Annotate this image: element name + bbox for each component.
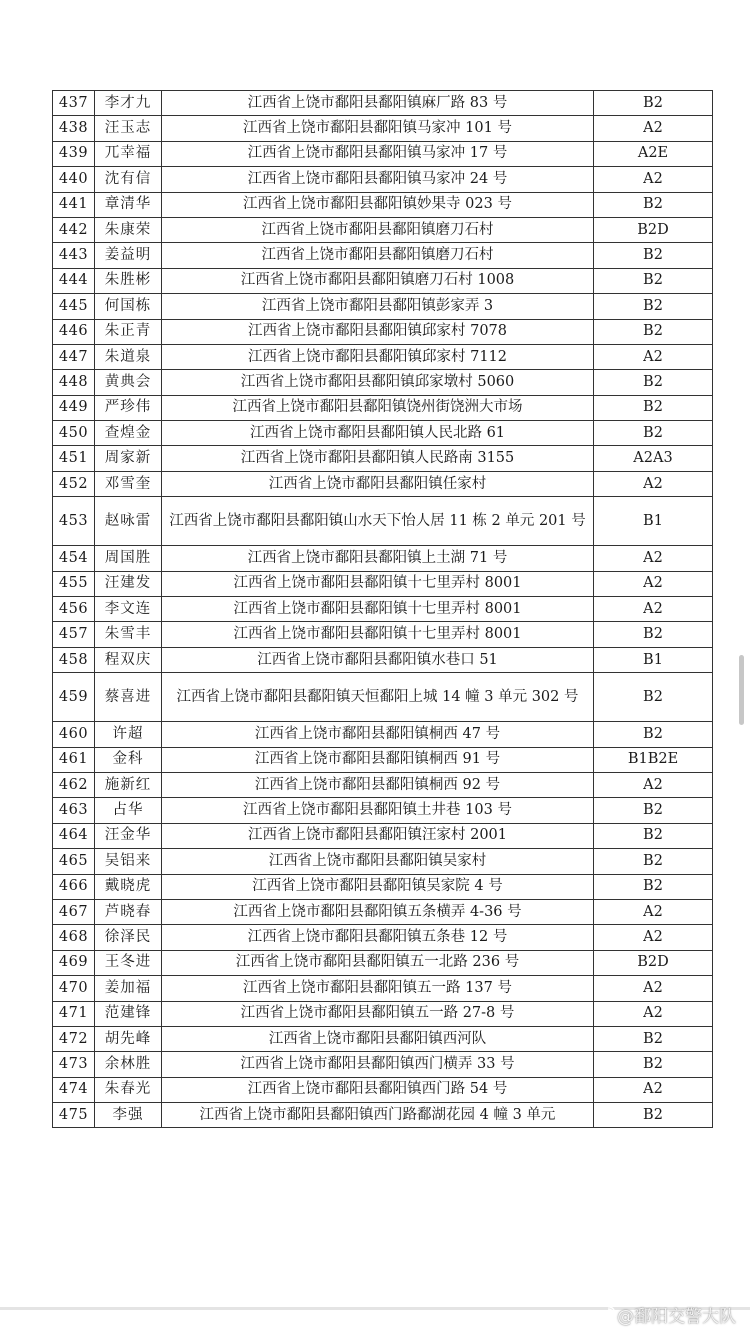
driver-name: 程双庆 (95, 647, 162, 672)
license-class: B2 (594, 395, 713, 420)
table-row (53, 141, 713, 166)
row-number: 462 (53, 772, 95, 797)
row-number: 458 (53, 647, 95, 672)
driver-address: 江西省上饶市鄱阳县鄱阳镇山水天下怡人居 11 栋 2 单元 201 号 (162, 497, 594, 546)
table-row (53, 571, 713, 596)
license-class: B2 (594, 622, 713, 647)
driver-address: 江西省上饶市鄱阳县鄱阳镇水巷口 51 (162, 647, 594, 672)
table-row (53, 243, 713, 268)
driver-address: 江西省上饶市鄱阳县鄱阳镇麻厂路 83 号 (162, 91, 594, 116)
driver-address: 江西省上饶市鄱阳县鄱阳镇五条巷 12 号 (162, 925, 594, 950)
license-class: B2 (594, 1103, 713, 1128)
table-row (53, 546, 713, 571)
license-class: A2 (594, 976, 713, 1001)
row-number: 454 (53, 546, 95, 571)
license-class: A2 (594, 471, 713, 496)
driver-name: 胡先峰 (95, 1026, 162, 1051)
license-class: A2 (594, 344, 713, 369)
driver-address: 江西省上饶市鄱阳县鄱阳镇西河队 (162, 1026, 594, 1051)
driver-name: 朱春光 (95, 1077, 162, 1102)
driver-address: 江西省上饶市鄱阳县鄱阳镇西门横弄 33 号 (162, 1052, 594, 1077)
driver-address: 江西省上饶市鄱阳县鄱阳镇桐西 91 号 (162, 747, 594, 772)
row-number: 473 (53, 1052, 95, 1077)
license-class: B1 (594, 497, 713, 546)
table-row (53, 167, 713, 192)
driver-address: 江西省上饶市鄱阳县鄱阳镇邱家村 7112 (162, 344, 594, 369)
table-row (53, 344, 713, 369)
license-class: B2D (594, 217, 713, 242)
row-number: 467 (53, 899, 95, 924)
table-row (53, 395, 713, 420)
driver-name: 范建锋 (95, 1001, 162, 1026)
driver-address: 江西省上饶市鄱阳县鄱阳镇吴家村 (162, 849, 594, 874)
driver-address: 江西省上饶市鄱阳县鄱阳镇土井巷 103 号 (162, 798, 594, 823)
license-class: A2E (594, 141, 713, 166)
row-number: 448 (53, 370, 95, 395)
table-row (53, 1052, 713, 1077)
watermark-text: @鄱阳交警大队 (617, 1307, 736, 1327)
license-class: B2 (594, 849, 713, 874)
row-number: 444 (53, 268, 95, 293)
table-row (53, 421, 713, 446)
driver-name: 汪金华 (95, 823, 162, 848)
driver-name: 朱胜彬 (95, 268, 162, 293)
row-number: 452 (53, 471, 95, 496)
table-row (53, 497, 713, 546)
row-number: 466 (53, 874, 95, 899)
driver-name: 徐泽民 (95, 925, 162, 950)
row-number: 441 (53, 192, 95, 217)
row-number: 472 (53, 1026, 95, 1051)
license-class: A2A3 (594, 446, 713, 471)
table-row (53, 899, 713, 924)
driver-address: 江西省上饶市鄱阳县鄱阳镇饶州街饶洲大市场 (162, 395, 594, 420)
license-class: B2 (594, 91, 713, 116)
row-number: 439 (53, 141, 95, 166)
driver-address: 江西省上饶市鄱阳县鄱阳镇西门路鄱湖花园 4 幢 3 单元 (162, 1103, 594, 1128)
table-row (53, 673, 713, 722)
row-number: 455 (53, 571, 95, 596)
driver-name: 金科 (95, 747, 162, 772)
license-class: A2 (594, 772, 713, 797)
row-number: 461 (53, 747, 95, 772)
driver-address: 江西省上饶市鄱阳县鄱阳镇十七里弄村 8001 (162, 622, 594, 647)
driver-name: 周家新 (95, 446, 162, 471)
driver-address: 江西省上饶市鄱阳县鄱阳镇天恒鄱阳上城 14 幢 3 单元 302 号 (162, 673, 594, 722)
row-number: 456 (53, 597, 95, 622)
weibo-icon (593, 1306, 615, 1324)
row-number: 440 (53, 167, 95, 192)
table-row (53, 849, 713, 874)
driver-address: 江西省上饶市鄱阳县鄱阳镇十七里弄村 8001 (162, 571, 594, 596)
table-row (53, 823, 713, 848)
row-number: 469 (53, 950, 95, 975)
row-number: 447 (53, 344, 95, 369)
table-row (53, 1077, 713, 1102)
license-class: A2 (594, 899, 713, 924)
table-row (53, 217, 713, 242)
driver-address: 江西省上饶市鄱阳县鄱阳镇吴家院 4 号 (162, 874, 594, 899)
row-number: 463 (53, 798, 95, 823)
driver-address: 江西省上饶市鄱阳县鄱阳镇磨刀石村 (162, 243, 594, 268)
driver-address: 江西省上饶市鄱阳县鄱阳镇西门路 54 号 (162, 1077, 594, 1102)
scrollbar[interactable] (739, 655, 744, 725)
driver-address: 江西省上饶市鄱阳县鄱阳镇磨刀石村 (162, 217, 594, 242)
driver-name: 姜加福 (95, 976, 162, 1001)
license-class: B2 (594, 823, 713, 848)
license-class: A2 (594, 925, 713, 950)
driver-address: 江西省上饶市鄱阳县鄱阳镇马家冲 101 号 (162, 116, 594, 141)
license-class: B1B2E (594, 747, 713, 772)
driver-name: 朱雪丰 (95, 622, 162, 647)
driver-name: 汪玉志 (95, 116, 162, 141)
driver-name: 章清华 (95, 192, 162, 217)
table-row (53, 622, 713, 647)
row-number: 442 (53, 217, 95, 242)
driver-name: 余林胜 (95, 1052, 162, 1077)
table-row (53, 976, 713, 1001)
table-row (53, 772, 713, 797)
license-class: A2 (594, 1001, 713, 1026)
driver-name: 朱道泉 (95, 344, 162, 369)
license-class: A2 (594, 546, 713, 571)
table-row (53, 319, 713, 344)
driver-address: 江西省上饶市鄱阳县鄱阳镇桐西 92 号 (162, 772, 594, 797)
row-number: 449 (53, 395, 95, 420)
driver-name: 朱康荣 (95, 217, 162, 242)
driver-name: 何国栋 (95, 294, 162, 319)
driver-address: 江西省上饶市鄱阳县鄱阳镇邱家墩村 5060 (162, 370, 594, 395)
license-class: B2D (594, 950, 713, 975)
row-number: 450 (53, 421, 95, 446)
driver-name: 查煌金 (95, 421, 162, 446)
driver-address: 江西省上饶市鄱阳县鄱阳镇妙果寺 023 号 (162, 192, 594, 217)
table-row (53, 1103, 713, 1128)
row-number: 468 (53, 925, 95, 950)
table-row (53, 798, 713, 823)
driver-name: 严珍伟 (95, 395, 162, 420)
table-row (53, 294, 713, 319)
driver-name: 姜益明 (95, 243, 162, 268)
driver-address: 江西省上饶市鄱阳县鄱阳镇汪家村 2001 (162, 823, 594, 848)
table-row (53, 471, 713, 496)
license-class: B2 (594, 421, 713, 446)
row-number: 464 (53, 823, 95, 848)
table-row (53, 116, 713, 141)
license-class: B2 (594, 319, 713, 344)
row-number: 465 (53, 849, 95, 874)
license-class: B2 (594, 268, 713, 293)
row-number: 453 (53, 497, 95, 546)
driver-address: 江西省上饶市鄱阳县鄱阳镇人民北路 61 (162, 421, 594, 446)
license-class: B2 (594, 874, 713, 899)
table-row (53, 647, 713, 672)
license-class: B2 (594, 243, 713, 268)
license-class: B2 (594, 722, 713, 747)
driver-address: 江西省上饶市鄱阳县鄱阳镇五一路 137 号 (162, 976, 594, 1001)
table-row (53, 597, 713, 622)
row-number: 474 (53, 1077, 95, 1102)
row-number: 437 (53, 91, 95, 116)
table-row (53, 950, 713, 975)
driver-name: 周国胜 (95, 546, 162, 571)
license-class: B2 (594, 294, 713, 319)
row-number: 446 (53, 319, 95, 344)
row-number: 438 (53, 116, 95, 141)
row-number: 459 (53, 673, 95, 722)
table-row (53, 1001, 713, 1026)
license-class: A2 (594, 167, 713, 192)
driver-name: 占华 (95, 798, 162, 823)
driver-address: 江西省上饶市鄱阳县鄱阳镇五一路 27-8 号 (162, 1001, 594, 1026)
row-number: 460 (53, 722, 95, 747)
row-number: 470 (53, 976, 95, 1001)
license-class: A2 (594, 597, 713, 622)
table-row (53, 192, 713, 217)
table-row (53, 874, 713, 899)
driver-name: 兀幸福 (95, 141, 162, 166)
driver-name: 王冬进 (95, 950, 162, 975)
driver-address: 江西省上饶市鄱阳县鄱阳镇人民路南 3155 (162, 446, 594, 471)
driver-address: 江西省上饶市鄱阳县鄱阳镇磨刀石村 1008 (162, 268, 594, 293)
row-number: 443 (53, 243, 95, 268)
table-row (53, 268, 713, 293)
row-number: 451 (53, 446, 95, 471)
driver-address: 江西省上饶市鄱阳县鄱阳镇邱家村 7078 (162, 319, 594, 344)
row-number: 445 (53, 294, 95, 319)
driver-name: 黄典会 (95, 370, 162, 395)
license-class: B2 (594, 1052, 713, 1077)
driver-name: 芦晓春 (95, 899, 162, 924)
table-row (53, 91, 713, 116)
driver-license-table (52, 90, 713, 1128)
table-body (53, 91, 713, 1128)
table-row (53, 722, 713, 747)
driver-address: 江西省上饶市鄱阳县鄱阳镇彭家弄 3 (162, 294, 594, 319)
driver-address: 江西省上饶市鄱阳县鄱阳镇桐西 47 号 (162, 722, 594, 747)
driver-name: 施新红 (95, 772, 162, 797)
license-class: B2 (594, 1026, 713, 1051)
watermark (593, 1302, 736, 1327)
driver-address: 江西省上饶市鄱阳县鄱阳镇任家村 (162, 471, 594, 496)
driver-name: 汪建发 (95, 571, 162, 596)
license-class: B2 (594, 370, 713, 395)
table-row (53, 1026, 713, 1051)
row-number: 457 (53, 622, 95, 647)
driver-name: 戴晓虎 (95, 874, 162, 899)
driver-name: 许超 (95, 722, 162, 747)
driver-address: 江西省上饶市鄱阳县鄱阳镇上土湖 71 号 (162, 546, 594, 571)
driver-name: 李文连 (95, 597, 162, 622)
table-row (53, 446, 713, 471)
driver-name: 朱正青 (95, 319, 162, 344)
license-class: B2 (594, 192, 713, 217)
table-row (53, 747, 713, 772)
driver-address: 江西省上饶市鄱阳县鄱阳镇马家冲 17 号 (162, 141, 594, 166)
row-number: 471 (53, 1001, 95, 1026)
license-class: A2 (594, 116, 713, 141)
license-class: A2 (594, 571, 713, 596)
driver-address: 江西省上饶市鄱阳县鄱阳镇马家冲 24 号 (162, 167, 594, 192)
driver-name: 李强 (95, 1103, 162, 1128)
driver-address: 江西省上饶市鄱阳县鄱阳镇五条横弄 4-36 号 (162, 899, 594, 924)
driver-name: 沈有信 (95, 167, 162, 192)
license-class: B2 (594, 673, 713, 722)
driver-name: 吴铝来 (95, 849, 162, 874)
driver-address: 江西省上饶市鄱阳县鄱阳镇五一北路 236 号 (162, 950, 594, 975)
row-number: 475 (53, 1103, 95, 1128)
license-class: A2 (594, 1077, 713, 1102)
driver-name: 李才九 (95, 91, 162, 116)
driver-name: 赵咏雷 (95, 497, 162, 546)
table-row (53, 370, 713, 395)
driver-name: 蔡喜进 (95, 673, 162, 722)
driver-address: 江西省上饶市鄱阳县鄱阳镇十七里弄村 8001 (162, 597, 594, 622)
license-class: B2 (594, 798, 713, 823)
license-class: B1 (594, 647, 713, 672)
driver-name: 邓雪奎 (95, 471, 162, 496)
table-row (53, 925, 713, 950)
